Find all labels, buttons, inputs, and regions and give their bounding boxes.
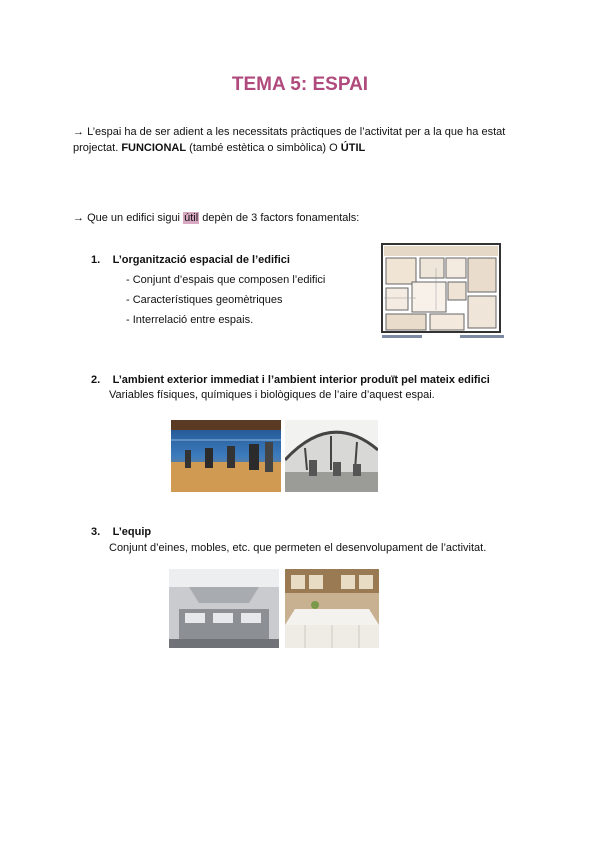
- factor-1-list: [126, 270, 325, 330]
- functional-keyword: FUNCIONAL: [121, 142, 187, 154]
- intro-paragraph: [73, 124, 533, 156]
- floor-plan-image: [376, 238, 512, 342]
- factor-1-heading: [91, 250, 290, 268]
- util-keyword: ÚTIL: [340, 142, 366, 154]
- factor-title: L’equip: [112, 526, 152, 538]
- factor-2-heading: [91, 370, 490, 388]
- factor-title: L’organització espacial de l’edifici: [112, 254, 290, 266]
- factor-number: 2.: [91, 374, 101, 386]
- gym-photo-2: [285, 420, 378, 492]
- factor-3-description: Conjunt d’eines, mobles, etc. que permeten el desenvolupament de l’activitat.: [109, 542, 487, 554]
- intro-line-2-start: projectat.: [73, 142, 119, 154]
- gym-photo-1: [171, 420, 281, 492]
- factor-number: 3.: [91, 526, 101, 538]
- arrow-icon: →: [73, 126, 84, 138]
- intro-line-1: L’espai ha de ser adient a les necessitats pràctiques de l’activitat per a la que ha estat: [87, 126, 506, 138]
- factor-title: L’ambient exterior immediat i l’ambient interior produït pel mateix edifici: [112, 374, 490, 386]
- factors-intro: [73, 210, 359, 226]
- intro-line-2-mid: (també estètica o simbòlica) O: [189, 142, 338, 154]
- kitchen-photo-1: [169, 569, 279, 648]
- factor-number: 1.: [91, 254, 101, 266]
- factor-2-description: Variables físiques, químiques i biològiques de l’aire d’aquest espai.: [109, 389, 435, 401]
- kitchen-photo-2: [285, 569, 379, 648]
- list-item: - Conjunt d’espais que composen l’edifici: [126, 274, 326, 286]
- page-title: TEMA 5: ESPAI: [231, 74, 369, 95]
- list-item: - Característiques geomètriques: [126, 294, 283, 306]
- factors-intro-pre: Que un edifici sigui: [87, 212, 181, 224]
- factor-3-heading: [91, 522, 151, 540]
- highlighted-word: útil: [184, 212, 199, 224]
- arrow-icon: →: [73, 212, 84, 224]
- list-item: - Interrelació entre espais.: [126, 314, 254, 326]
- factors-intro-post: depèn de 3 factors fonamentals:: [202, 212, 360, 224]
